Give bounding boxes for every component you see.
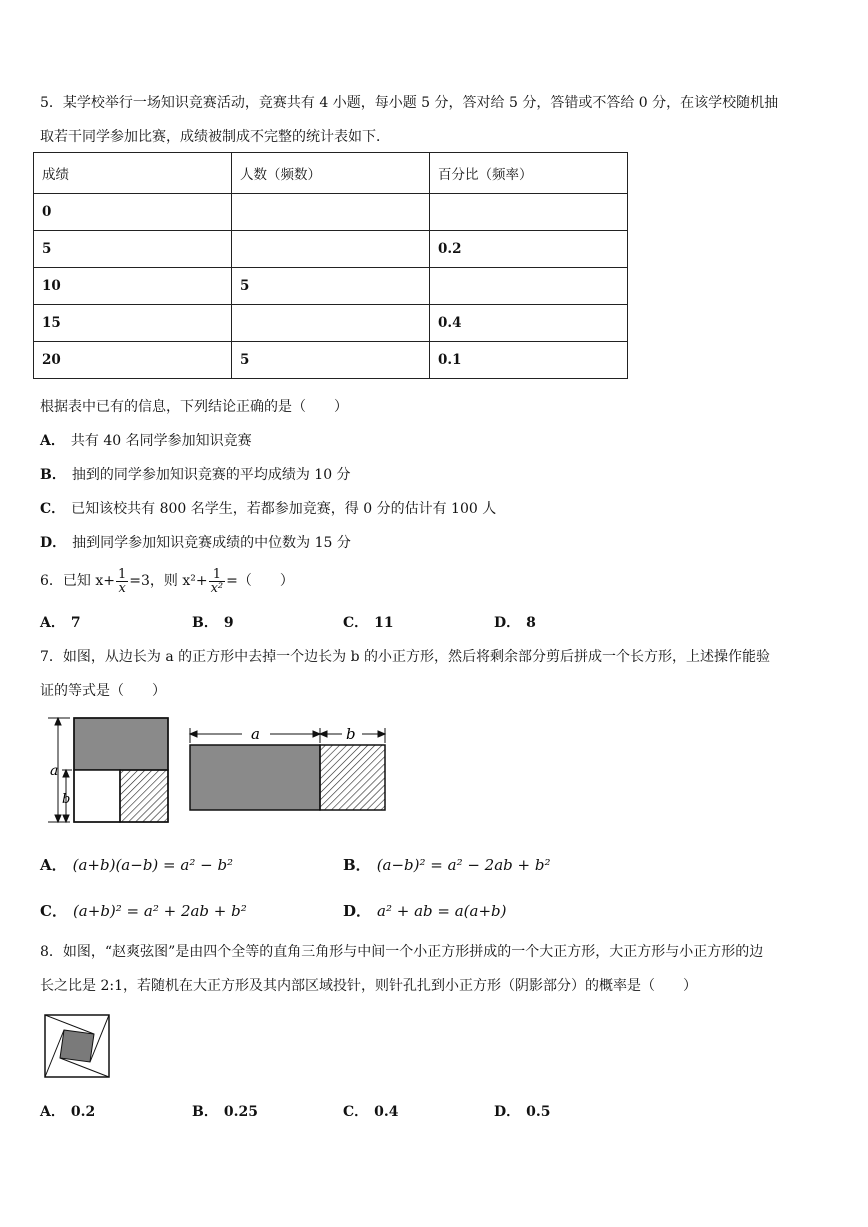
option-text: 0.4: [374, 1104, 399, 1120]
q8-option-a[interactable]: [40, 1101, 95, 1121]
table-row: [34, 268, 628, 305]
option-label: B．: [192, 615, 218, 631]
option-text: 7: [70, 615, 81, 631]
q5-text-line1: 5．某学校举行一场知识竞赛活动，竞赛共有 4 小题，每小题 5 分，答对给 5 分，答错或不答给 0 分，在该学校随机抽: [40, 95, 779, 111]
table-cell: 5: [232, 342, 430, 379]
q7-option-c[interactable]: [40, 900, 247, 921]
option-label: D．: [494, 1104, 521, 1120]
option-text: 11: [374, 615, 394, 631]
option-label: A．: [40, 1104, 65, 1120]
table-row: [34, 194, 628, 231]
option-text: 已知该校共有 800 名学生，若都参加竞赛，得 0 分的估计有 100 人: [71, 501, 497, 517]
option-text: (a+b)(a−b) = a² − b²: [72, 856, 234, 874]
table-cell: 5: [232, 268, 430, 305]
q5-text-line2: 取若干同学参加比赛，成绩被制成不完整的统计表如下．: [40, 129, 390, 145]
q7-label-a-left: a: [50, 763, 59, 779]
q7-label-a-top: a: [251, 725, 260, 743]
option-label: B．: [192, 1104, 218, 1120]
q5-option-d[interactable]: [40, 532, 351, 552]
q5-stats-table: [33, 152, 628, 379]
table-row: [34, 231, 628, 268]
table-cell: 20: [34, 342, 232, 379]
table-header-row: [34, 153, 628, 194]
table-cell: [232, 305, 430, 342]
option-label: C．: [343, 615, 369, 631]
option-text: 抽到的同学参加知识竞赛的平均成绩为 10 分: [71, 467, 351, 483]
table-header-cell: 成绩: [34, 153, 232, 194]
q6-prefix: 6．已知 x+: [40, 573, 115, 589]
q5-stem: 根据表中已有的信息，下列结论正确的是（ ）: [40, 399, 348, 415]
q8-text-line2: 长之比是 2:1，若随机在大正方形及其内部区域投针，则针孔扎到小正方形（阴影部分）的概率是（ ）: [40, 978, 697, 994]
q8-option-d[interactable]: [494, 1101, 551, 1121]
q7-figure: [40, 712, 400, 832]
q8-text-line1: 8．如图，“赵爽弦图”是由四个全等的直角三角形与中间一个小正方形拼成的一个大正方形，大正方形与小正方形的边: [40, 944, 764, 960]
q8-option-b[interactable]: [192, 1101, 258, 1121]
option-text: 共有 40 名同学参加知识竞赛: [70, 433, 252, 449]
q5-option-c[interactable]: [40, 498, 496, 518]
option-text: 0.5: [526, 1104, 551, 1120]
option-label: C．: [343, 1104, 369, 1120]
q6-option-a[interactable]: [40, 612, 81, 632]
fraction-numerator: 1: [117, 566, 127, 582]
option-text: (a−b)² = a² − 2ab + b²: [376, 856, 551, 874]
table-cell: 5: [34, 231, 232, 268]
q6-fraction-2: [209, 568, 226, 595]
table-cell: 0.4: [430, 305, 628, 342]
q7-label-b-top: b: [346, 725, 356, 743]
table-cell: [430, 268, 628, 305]
q7-option-d[interactable]: [343, 900, 507, 921]
option-text: 0.2: [70, 1104, 96, 1120]
option-text: (a+b)² = a² + 2ab + b²: [72, 902, 247, 920]
q6-fraction-1: [116, 568, 128, 595]
q7-label-b-left: b: [62, 792, 71, 807]
option-label: B．: [343, 856, 371, 874]
table-row: [34, 342, 628, 379]
option-text: 8: [526, 615, 536, 631]
option-label: A．: [40, 433, 65, 449]
option-text: 0.25: [223, 1104, 258, 1120]
q7-text-line2: 证的等式是（ ）: [40, 683, 166, 699]
table-header-cell: 人数（频数）: [232, 153, 430, 194]
fraction-numerator: 1: [209, 568, 226, 582]
q6-mid: =3，则 x²+: [129, 573, 208, 589]
table-cell: [430, 194, 628, 231]
q8-zhao-shuang-figure: [40, 1010, 114, 1082]
q8-option-c[interactable]: [343, 1101, 399, 1121]
q6-suffix: =（ ）: [226, 573, 294, 589]
fraction-denominator: x: [118, 580, 126, 596]
option-text: a² + ab = a(a+b): [377, 902, 507, 920]
q7-right-rectangle: [190, 745, 385, 810]
q7-top-dimension-arrows: [190, 728, 385, 743]
q7-option-a[interactable]: [40, 854, 233, 875]
q5-option-b[interactable]: [40, 464, 351, 484]
table-cell: 0.1: [430, 342, 628, 379]
option-label: C．: [40, 501, 66, 517]
option-text: 抽到同学参加知识竞赛成绩的中位数为 15 分: [72, 535, 351, 551]
q6-option-d[interactable]: [494, 612, 536, 632]
q8-small-square-shaded: [60, 1030, 94, 1062]
q6-option-c[interactable]: [343, 612, 394, 632]
fraction-denominator: x²: [210, 580, 224, 596]
option-label: D．: [494, 615, 521, 631]
q5-option-a[interactable]: [40, 430, 252, 450]
table-cell: 15: [34, 305, 232, 342]
option-label: D．: [40, 535, 67, 551]
option-label: C．: [40, 902, 67, 920]
q7-left-square: [74, 718, 168, 822]
option-label: B．: [40, 467, 66, 483]
q7-option-b[interactable]: [343, 854, 551, 875]
q6-option-b[interactable]: [192, 612, 234, 632]
option-label: A．: [40, 856, 67, 874]
table-cell: 10: [34, 268, 232, 305]
option-text: 9: [223, 615, 234, 631]
table-cell: 0.2: [430, 231, 628, 268]
option-label: D．: [343, 902, 372, 920]
table-cell: 0: [34, 194, 232, 231]
table-row: [34, 305, 628, 342]
table-cell: [232, 231, 430, 268]
q6-text: [40, 562, 294, 600]
table-header-cell: 百分比（频率）: [430, 153, 628, 194]
table-cell: [232, 194, 430, 231]
q7-text-line1: 7．如图，从边长为 a 的正方形中去掉一个边长为 b 的小正方形，然后将剩余部分剪后拼成一个长方形，上述操作能验: [40, 649, 771, 665]
option-label: A．: [40, 615, 65, 631]
